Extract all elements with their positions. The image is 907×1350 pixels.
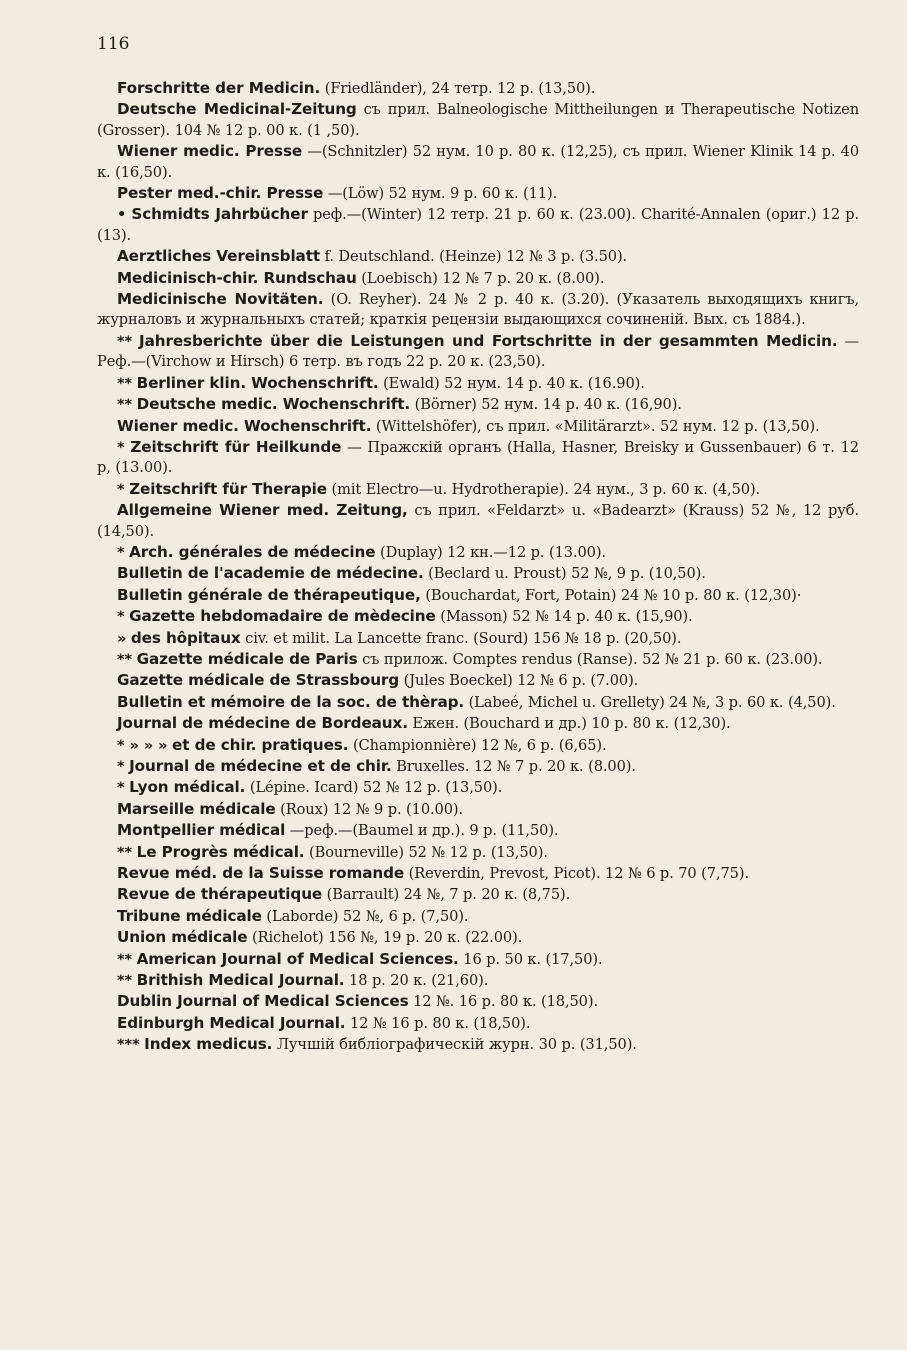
- journal-title: Wiener medic. Wochenschrift.: [117, 416, 372, 435]
- journal-details: 12 №. 16 р. 80 к. (18,50).: [413, 993, 599, 1011]
- journal-entry: [97, 268, 859, 289]
- journal-details: (Friedländer), 24 тетр. 12 р. (13,50).: [324, 80, 596, 97]
- journal-details: —(Löw) 52 нум. 9 р. 60 к. (11).: [327, 185, 558, 203]
- journal-details: (Reverdin, Prevost, Picot). 12 № 6 р. 70 (7,75).: [408, 865, 749, 883]
- journal-entry: [97, 927, 859, 948]
- journal-entry: [97, 331, 859, 373]
- journal-details: съ прил. «Feldarzt» u. «Badearzt» (Krauss) 52 №, 12 руб. (14,50).: [97, 502, 859, 540]
- journal-details: (Labeé, Michel u. Grellety) 24 №, 3 р. 60 к. (4,50).: [468, 693, 836, 711]
- entry-mark: **: [117, 374, 133, 392]
- journal-title: Bulletin générale de thérapeutique,: [117, 585, 421, 604]
- journal-details: (Championnière) 12 №, 6 р. (6,65).: [352, 736, 607, 754]
- journal-entry: [97, 1013, 859, 1034]
- journal-details: Ежен. (Bouchard и др.) 10 р. 80 к. (12,30).: [412, 715, 731, 733]
- journal-entry: [97, 78, 859, 99]
- journal-entry: [97, 670, 859, 691]
- entry-mark: **: [117, 396, 133, 414]
- journal-details: f. Deutschland. (Heinze) 12 № 3 р. (3.50).: [324, 248, 628, 266]
- journal-entry: [97, 735, 859, 756]
- journal-entry: [97, 394, 859, 415]
- journal-entry: [97, 416, 859, 437]
- journal-title: Aerztliches Vereinsblatt: [117, 247, 321, 266]
- journal-details: —Реф.—(Virchow и Hirsch) 6 тетр. въ годъ 22 р. 20 к. (23,50).: [97, 332, 859, 371]
- journal-entry: [97, 563, 859, 584]
- journal-entry: [97, 842, 859, 863]
- entry-mark: **: [117, 843, 133, 861]
- journal-title: Revue méd. de la Suisse romande: [117, 864, 405, 883]
- journal-entry: [97, 246, 859, 267]
- journal-title: Gazette hebdomadaire de mèdecine: [129, 607, 436, 626]
- journal-entry: [97, 713, 859, 734]
- journal-entry: [97, 884, 859, 905]
- journal-title: Tribune médicale: [117, 906, 262, 925]
- journal-details: съ прил. Balneologische Mittheilungen и Therapeutische Notizen (Grosser). 104 № 12 р. 00 к. (1 ,50).: [97, 101, 859, 139]
- journal-title: Journal de médecine de Bordeaux.: [117, 714, 408, 733]
- entry-mark: * » » »: [117, 736, 168, 754]
- journal-details: (O. Reyher). 24 № 2 р. 40 к. (3.20). (Указатель выходящихъ книгъ, журналовъ и журнальныхъ статей; краткія рецензіи выдающихся сочиненій. Вых. съ 1884.).: [97, 291, 860, 329]
- journal-title: Medicinische Novitäten.: [117, 290, 324, 309]
- journal-title: Marseille médicale: [117, 799, 276, 818]
- entry-mark: **: [117, 972, 133, 990]
- entry-mark: *: [117, 480, 125, 498]
- journal-title: Zeitschrift für Therapie: [129, 479, 327, 498]
- journal-details: (mit Electro—u. Hydrotherapie). 24 нум., 3 р. 60 к. (4,50).: [331, 480, 761, 498]
- journal-entry: [97, 863, 859, 884]
- entry-mark: *: [117, 608, 125, 626]
- journal-title: Dublin Journal of Medical Sciences: [117, 992, 409, 1011]
- journal-details: (Wittelshöfer), съ прил. «Militärarzt». 52 нум. 12 р. (13,50).: [375, 417, 820, 435]
- entry-mark: *: [117, 758, 125, 775]
- journal-entry: [97, 99, 859, 141]
- journal-details: (Duplay) 12 кн.—12 р. (13.00).: [380, 543, 607, 561]
- journal-title: Allgemeine Wiener med. Zeitung,: [117, 501, 408, 520]
- journal-title: Gazette médicale de Strassbourg: [117, 671, 400, 690]
- journal-details: 12 № 16 р. 80 к. (18,50).: [350, 1014, 531, 1032]
- journal-entry: [97, 585, 859, 606]
- journal-details: (Beclard u. Proust) 52 №, 9 р. (10,50).: [428, 565, 706, 583]
- entry-mark: **: [117, 332, 133, 350]
- journal-title: Lyon médical.: [129, 778, 246, 797]
- journal-details: (Jules Boeckel) 12 № 6 р. (7.00).: [403, 672, 639, 690]
- journal-details: —(Schnitzler) 52 нум. 10 р. 80 к. (12,25), съ прил. Wiener Klinik 14 р. 40 к. (16,50).: [97, 143, 859, 181]
- journal-title: Medicinisch-chir. Rundschau: [117, 268, 357, 287]
- journal-title: Zeitschrift für Heilkunde: [130, 437, 342, 456]
- journal-details: 18 р. 20 к. (21,60).: [349, 972, 489, 990]
- periodicals-list: [97, 78, 859, 1056]
- journal-entry: [97, 373, 859, 394]
- journal-entry: [97, 756, 859, 777]
- journal-details: (Masson) 52 № 14 р. 40 к. (15,90).: [440, 608, 693, 626]
- journal-details: (Barrault) 24 №, 7 р. 20 к. (8,75).: [326, 886, 571, 904]
- journal-details: (Börner) 52 нум. 14 р. 40 к. (16,90).: [414, 396, 682, 414]
- entry-mark: **: [117, 950, 133, 968]
- journal-title: Schmidts Jahrbücher: [131, 205, 308, 224]
- journal-title: Bulletin et mémoire de la soc. de thèrap.: [117, 692, 465, 711]
- entry-mark: ***: [117, 1036, 140, 1054]
- entry-mark: •: [117, 206, 127, 224]
- journal-title: Journal de médecine et de chir.: [129, 757, 392, 775]
- journal-details: (Lépine. Icard) 52 № 12 р. (13,50).: [249, 779, 503, 797]
- journal-entry: [97, 628, 859, 649]
- journal-details: — Пражскій органъ (Halla, Hasner, Breisky и Gussenbauer) 6 т. 12 р, (13.00).: [97, 438, 859, 477]
- journal-details: civ. et milit. La Lancette franc. (Sourd) 156 № 18 р. (20,50).: [245, 629, 682, 647]
- journal-entry: [97, 542, 859, 563]
- journal-title: Le Progrès médical.: [136, 842, 305, 861]
- journal-entry: [97, 289, 859, 331]
- journal-details: (Laborde) 52 №, 6 р. (7,50).: [266, 907, 469, 925]
- page-number: 116: [97, 34, 130, 54]
- journal-title: Index medicus.: [144, 1035, 273, 1054]
- journal-title: Bulletin de l'academie de médecine.: [117, 564, 424, 583]
- journal-entry: [97, 606, 859, 627]
- journal-title: Edinburgh Medical Journal.: [117, 1013, 346, 1032]
- journal-title: Arch. générales de médecine: [129, 542, 376, 561]
- journal-entry: [97, 820, 859, 841]
- journal-entry: [97, 949, 859, 970]
- journal-entry: [97, 692, 859, 713]
- journal-title: Brithish Medical Journal.: [136, 971, 345, 990]
- journal-title: Jahresberichte über die Leistungen und Fortschritte in der gesammten Medicin.: [139, 331, 838, 350]
- journal-entry: [97, 479, 859, 500]
- journal-entry: [97, 777, 859, 798]
- entry-mark: *: [117, 438, 125, 456]
- entry-mark: »: [117, 629, 127, 647]
- entry-mark: **: [117, 650, 133, 668]
- journal-entry: [97, 183, 859, 204]
- journal-title: Pester med.-chir. Presse: [117, 184, 324, 203]
- journal-title: Revue de thérapeutique: [117, 885, 323, 904]
- journal-title: Deutsche medic. Wochenschrift.: [136, 395, 411, 414]
- journal-title: American Journal of Medical Sciences.: [136, 949, 459, 968]
- journal-entry: [97, 970, 859, 991]
- journal-entry: [97, 500, 859, 542]
- journal-entry: [97, 991, 859, 1012]
- journal-details: (Loebisch) 12 № 7 р. 20 к. (8.00).: [361, 269, 605, 287]
- journal-details: (Bouchardat, Fort, Potain) 24 № 10 р. 80 к. (12,30)·: [425, 586, 802, 604]
- journal-details: (Ewald) 52 нум. 14 р. 40 к. (16.90).: [383, 374, 645, 392]
- journal-details: Bruxelles. 12 № 7 р. 20 к. (8.00).: [396, 758, 636, 775]
- journal-entry: [97, 906, 859, 927]
- journal-title: Union médicale: [117, 928, 248, 947]
- journal-details: 16 р. 50 к. (17,50).: [463, 950, 603, 968]
- journal-details: Лучшій библіографическій журн. 30 р. (31,50).: [276, 1036, 637, 1054]
- journal-details: съ прилож. Comptes rendus (Ranse). 52 № 21 р. 60 к. (23.00).: [362, 650, 823, 668]
- journal-entry: [97, 1034, 859, 1055]
- journal-details: (Bourneville) 52 № 12 р. (13,50).: [309, 843, 548, 861]
- journal-title: Berliner klin. Wochenschrift.: [136, 373, 379, 392]
- journal-details: (Roux) 12 № 9 р. (10.00).: [280, 800, 464, 818]
- journal-details: реф.—(Winter) 12 тетр. 21 р. 60 к. (23.00). Charité-Annalen (ориг.) 12 р. (13).: [97, 206, 859, 244]
- journal-title: et de chir. pratiques.: [172, 735, 349, 754]
- journal-title: Gazette médicale de Paris: [136, 649, 358, 668]
- entry-mark: *: [117, 779, 125, 797]
- journal-title: Deutsche Medicinal-Zeitung: [117, 100, 357, 119]
- journal-entry: [97, 799, 859, 820]
- journal-title: Wiener medic. Presse: [117, 142, 303, 161]
- journal-title: Montpellier médical: [117, 821, 286, 840]
- journal-entry: [97, 649, 859, 670]
- entry-mark: *: [117, 543, 125, 561]
- journal-entry: [97, 204, 859, 246]
- journal-title: Forschritte der Medicin.: [117, 79, 321, 97]
- journal-entry: [97, 437, 859, 479]
- journal-details: —реф.—(Baumel и др.). 9 р. (11,50).: [289, 822, 559, 840]
- journal-details: (Richelot) 156 №, 19 р. 20 к. (22.00).: [252, 929, 523, 947]
- journal-entry: [97, 141, 859, 183]
- journal-title: des hôpitaux: [130, 628, 241, 647]
